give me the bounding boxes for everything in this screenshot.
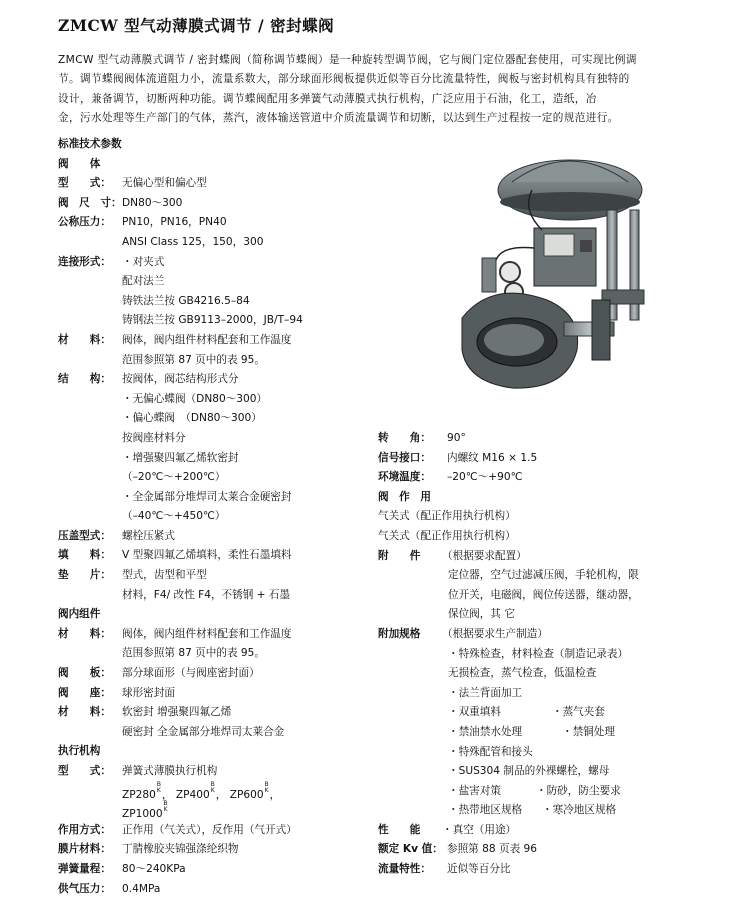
spec-label: 型 式： — [58, 765, 111, 777]
spec-row-accessory — [378, 547, 708, 567]
spec-row-rotation — [378, 429, 708, 449]
model-sup: B K — [210, 780, 215, 794]
spec-row-kv — [378, 840, 708, 860]
spec-value: （–40℃～+450℃） — [122, 510, 226, 523]
spec-value: 气关式（配正作用执行机构） — [378, 529, 516, 542]
spec-row-cont — [378, 801, 708, 821]
model-sup: B K — [163, 800, 168, 814]
spec-label: 信号接口： — [378, 451, 431, 464]
spec-label: 垫 片： — [58, 569, 111, 582]
spec-row-cont — [58, 723, 388, 743]
spec-label: 环境温度： — [378, 471, 431, 484]
model-sup: B K — [156, 780, 161, 794]
spec-label: 阀 座： — [58, 686, 111, 699]
model-name: ZP600 — [229, 788, 264, 801]
spec-row-models — [58, 801, 388, 821]
spec-row-cont — [58, 311, 388, 331]
spec-row-diaphragm — [58, 840, 388, 860]
spec-row-cont — [378, 605, 708, 625]
spec-value: ・SUS304 制品的外裸螺栓，螺母 — [448, 765, 610, 778]
spec-value: V 型聚四氟乙烯填料，柔性石墨填料 — [122, 549, 292, 562]
spec-value: ・特殊检查，材料检查（制造记录表） — [448, 647, 629, 660]
spec-row-mode — [378, 527, 708, 547]
spec-value: ANSI Class 125，150，300 — [122, 235, 264, 248]
spec-value: –20℃～+90℃ — [447, 471, 523, 484]
spec-value: （–20℃～+200℃） — [122, 471, 226, 484]
spec-row-pressure — [58, 213, 388, 233]
spec-label: 填 料： — [58, 549, 111, 562]
spec-row-cont — [58, 292, 388, 312]
spec-label: 额定 Kv 值： — [378, 843, 443, 856]
spec-value: ・盐害对策 — [448, 784, 501, 797]
spec-row-structure — [58, 370, 388, 390]
trim-heading: 阀内组件 — [58, 608, 101, 621]
spec-value: ・全金属部分堆焊司太莱合金硬密封 — [122, 490, 292, 503]
spec-value: ・真空（用途） — [442, 823, 517, 836]
spec-row-cont — [58, 351, 388, 371]
spec-row-perf — [378, 821, 708, 841]
spec-value: 铸钢法兰按 GB9113–2000，JB/T–94 — [122, 314, 303, 327]
valve-body-heading: 阀 体 — [58, 157, 101, 170]
spec-value: ・禁铜处理 — [562, 725, 615, 738]
intro-line: 设计，兼备调节，切断两种功能。调节蝶阀配用多弹簧气动薄膜式执行机构，广泛应用于石油，化工，造纸，冶 — [58, 92, 597, 105]
spec-value: 按阀座材料分 — [122, 431, 186, 444]
spec-row-trim-material — [58, 625, 388, 645]
spec-value: 参照第 88 页表 96 — [447, 843, 538, 856]
spec-row-models — [58, 782, 388, 802]
spec-value: 型式，齿型和平型 — [122, 569, 207, 582]
spec-label: 阀 尺 寸： — [58, 196, 122, 209]
spec-row-cont — [58, 488, 388, 508]
spec-row-cont — [58, 409, 388, 429]
intro-line: 节。调节蝶阀阀体流道阻力小，流量系数大，部分球面形阀板提供近似等百分比流量特性，阀板与密封机构具有独特的 — [58, 73, 630, 86]
spec-value: 配对法兰 — [122, 275, 165, 288]
spec-value: 80～240KPa — [122, 862, 186, 875]
spec-row-material — [58, 331, 388, 351]
spec-row-extra — [378, 625, 708, 645]
spec-row-cont — [378, 762, 708, 782]
spec-value: 无偏心型和偏心型 — [122, 177, 207, 190]
spec-row-type — [58, 174, 388, 194]
spec-row-cont — [58, 429, 388, 449]
spec-label: 供气压力： — [58, 882, 111, 895]
spec-row-cont — [378, 743, 708, 763]
spec-row-cont — [58, 586, 388, 606]
spec-value: ・对夹式 — [122, 255, 165, 268]
spec-value: 气关式（配正作用执行机构） — [378, 510, 516, 523]
spec-value: ・热带地区规格 — [448, 804, 523, 817]
spec-row-connection — [58, 253, 388, 273]
spec-label: 阀 板： — [58, 667, 111, 680]
spec-value: 球形密封面 — [122, 686, 175, 699]
spec-value: 阀体，阀内组件材料配套和工作温度 — [122, 333, 292, 346]
spec-value: ・特殊配管和接头 — [448, 745, 533, 758]
spec-value: ・防砂，防尘要求 — [536, 784, 621, 797]
spec-label: 材 料： — [58, 627, 111, 640]
spec-value: 铸铁法兰按 GB4216.5–84 — [122, 294, 250, 307]
spec-value: （根据要求生产制造） — [442, 627, 548, 640]
valve-action-heading: 阀 作 用 — [378, 490, 431, 503]
spec-value: ・双重填料 — [448, 706, 501, 719]
spec-heading: 标准技术参数 — [58, 138, 122, 150]
spec-value: 90° — [447, 432, 466, 444]
spec-label: 弹簧量程： — [58, 862, 111, 875]
spec-row-supply — [58, 880, 388, 899]
model-list: ZP280B K， ZP400B K， ZP600B K， — [122, 780, 281, 801]
spec-row-cont — [378, 645, 708, 665]
spec-value: ・寒冷地区规格 — [542, 804, 617, 817]
spec-label: 材 料： — [58, 706, 111, 719]
spec-label: 连接形式： — [58, 255, 111, 268]
spec-value: 弹簧式薄膜执行机构 — [122, 765, 218, 777]
spec-value: （根据要求配置） — [442, 549, 527, 562]
spec-label: 膜片材料： — [58, 843, 111, 856]
spec-value: 无损检查，蒸气检查，低温检查 — [448, 667, 597, 680]
spec-row-cont — [58, 644, 388, 664]
spec-row-cont — [378, 782, 708, 802]
spec-value: ・蒸气夹套 — [552, 706, 605, 719]
butterfly-valve-photo — [452, 150, 657, 400]
right-spec-column — [378, 429, 708, 880]
spec-label: 流量特性： — [378, 863, 431, 876]
spec-row-cont — [378, 723, 708, 743]
spec-value: 位开关，电磁阀，阀位传送器，继动器， — [448, 588, 639, 601]
spec-row-flow — [378, 860, 708, 880]
spec-label: 公称压力： — [58, 216, 111, 229]
spec-label: 压盖型式： — [58, 529, 111, 542]
spec-value: 螺栓压紧式 — [122, 529, 175, 542]
spec-value: 部分球面形（与阀座密封面） — [122, 667, 260, 680]
spec-value: 材料，F4/ 改性 F4，不锈钢 + 石墨 — [122, 588, 291, 601]
spec-row-seat-material — [58, 703, 388, 723]
model-name: ZP280 — [122, 788, 156, 801]
spec-value: 阀体，阀内组件材料配套和工作温度 — [122, 627, 292, 640]
spec-value: ・禁油禁水处理 — [448, 725, 523, 738]
spec-value: 近似等百分比 — [447, 863, 511, 876]
intro-line: ZMCW 型气动薄膜式调节 / 密封蝶阀（简称调节蝶阀）是一种旋转型调节阀，它与阀门定位器配套使用，可实现比例调 — [58, 54, 637, 66]
spec-value: 正作用（气关式），反作用（气开式） — [122, 823, 297, 836]
spec-value: ・无偏心蝶阀（DN80～300） — [122, 392, 268, 405]
intro-paragraph — [58, 51, 688, 128]
spec-row-cont — [378, 703, 708, 723]
spec-value: 内螺纹 M16 × 1.5 — [447, 451, 538, 464]
spec-row-cont — [378, 566, 708, 586]
spec-row-cont — [378, 684, 708, 704]
spec-row-cont — [58, 272, 388, 292]
spec-value: 定位器，空气过滤减压阀，手轮机构，限 — [448, 569, 639, 582]
spec-label: 性 能 — [378, 823, 421, 836]
spec-value: ・增强聚四氟乙烯软密封 — [122, 451, 239, 464]
model-name: ZP1000 — [122, 808, 163, 821]
intro-line: 金，污水处理等生产部门的气体，蒸汽，液体输送管道中介质流量调节和切断，以达到生产过程按一定的规范进行。 — [58, 111, 619, 124]
spec-label: 转 角： — [378, 432, 431, 444]
spec-value: 保位阀，其 它 — [448, 608, 515, 621]
spec-row-ambient — [378, 468, 708, 488]
spec-value: 硬密封 全金属部分堆焊司太莱合金 — [122, 725, 285, 738]
model-sup: B K — [264, 780, 269, 794]
spec-value: 0.4MPa — [122, 882, 161, 895]
spec-value: 范围参照第 87 页中的表 95。 — [122, 353, 265, 366]
spec-row-size — [58, 194, 388, 214]
spec-row-cont — [58, 233, 388, 253]
model-name: ZP400 — [175, 788, 210, 801]
spec-row-seat — [58, 684, 388, 704]
spec-value: 按阀体，阀芯结构形式分 — [122, 373, 239, 386]
spec-label: 材 料： — [58, 333, 111, 346]
spec-value: ・法兰背面加工 — [448, 686, 523, 699]
spec-row-cont — [58, 468, 388, 488]
spec-row-disc — [58, 664, 388, 684]
spec-label: 结 构： — [58, 373, 111, 386]
spec-row-cont — [378, 586, 708, 606]
spec-label: 附 件 — [378, 549, 421, 562]
spec-row-cont — [378, 664, 708, 684]
spec-row-mode — [378, 507, 708, 527]
spec-row-spring — [58, 860, 388, 880]
spec-row-packing — [58, 546, 388, 566]
actuator-heading: 执行机构 — [58, 745, 101, 758]
spec-value: DN80～300 — [122, 196, 183, 209]
spec-row-actuator-type — [58, 762, 388, 782]
spec-row-action — [58, 821, 388, 841]
spec-value: 范围参照第 87 页中的表 95。 — [122, 647, 265, 660]
spec-value: PN10，PN16，PN40 — [122, 216, 227, 229]
left-spec-column — [58, 135, 388, 899]
spec-row-gasket — [58, 566, 388, 586]
spec-row-bonnet — [58, 527, 388, 547]
spec-label: 作用方式： — [58, 823, 111, 836]
spec-row-signal — [378, 449, 708, 469]
spec-row-cont — [58, 390, 388, 410]
spec-value: 丁腈橡胶夹锦强涤纶织物 — [122, 843, 239, 856]
spec-label: 型 式： — [58, 177, 111, 190]
spec-row-cont — [58, 507, 388, 527]
page-title: ZMCW 型气动薄膜式调节 / 密封蝶阀 — [58, 16, 335, 35]
spec-row-cont — [58, 449, 388, 469]
spec-value: ・偏心蝶阀 （DN80～300） — [122, 412, 262, 425]
spec-value: 软密封 增强聚四氟乙烯 — [122, 706, 232, 719]
spec-label: 附加规格 — [378, 627, 421, 640]
